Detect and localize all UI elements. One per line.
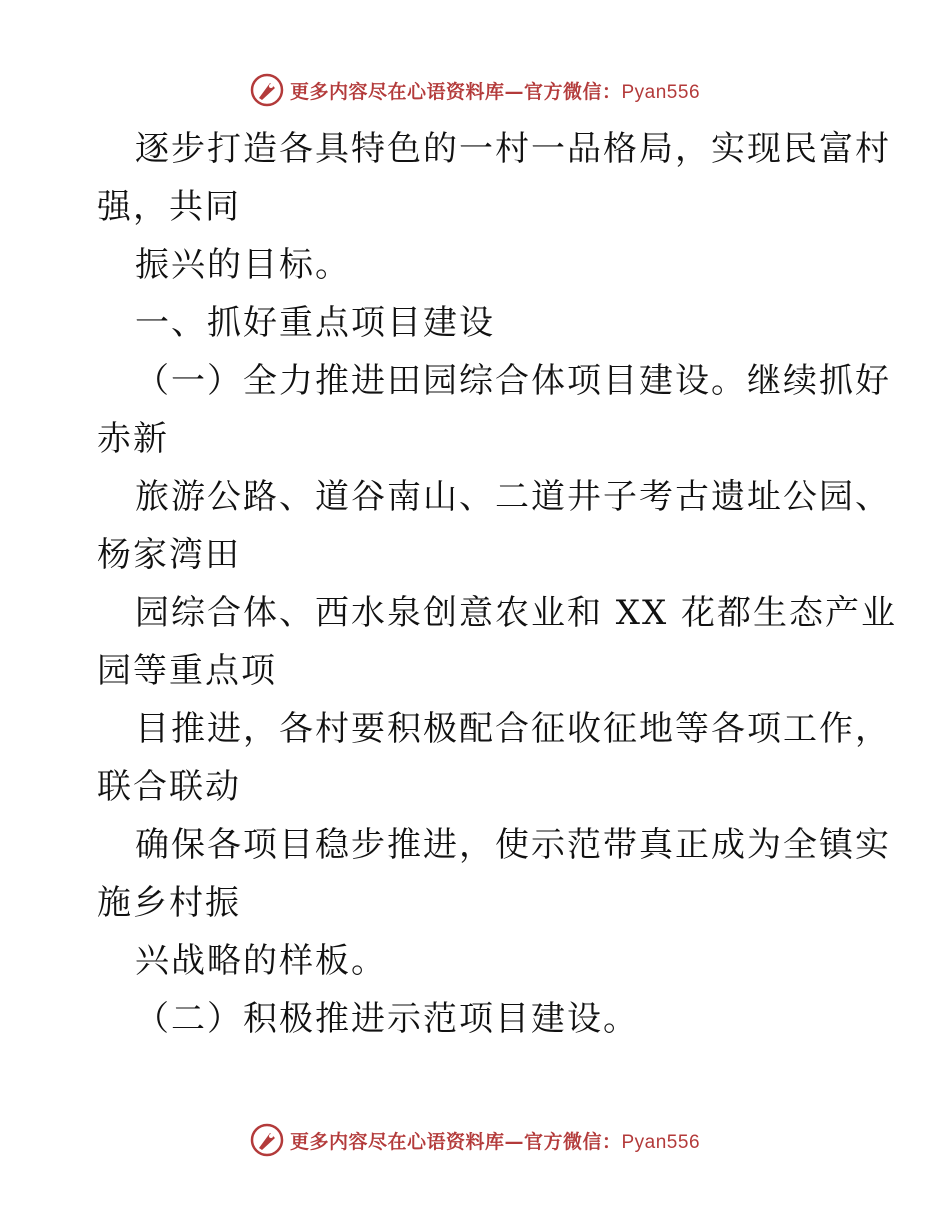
text-line: 兴战略的样板。 [135, 941, 387, 981]
watermark-text: 更多内容尽在心语资料库—官方微信：Pyan556 [289, 1130, 701, 1153]
text-line: 目推进，各村要积极配合征收征地等各项工作， [135, 709, 891, 749]
text-line: 强，共同 [97, 187, 241, 227]
text-line: （一）全力推进田园综合体项目建设。继续抓好 [135, 361, 891, 401]
text-line: 杨家湾田 [97, 535, 241, 575]
watermark-wechat-id: Pyan556 [621, 81, 701, 103]
fountain-pen-badge-icon [250, 73, 284, 107]
text-line: 园综合体、西水泉创意农业和 XX 花都生态产业 [135, 593, 898, 633]
fountain-pen-badge-icon [250, 1123, 284, 1157]
text-line: 逐步打造各具特色的一村一品格局，实现民富村 [135, 129, 891, 169]
text-line: 园等重点项 [97, 651, 277, 691]
text-line: 振兴的目标。 [135, 245, 351, 285]
section-heading: 一、抓好重点项目建设 [135, 303, 495, 343]
footer-watermark [0, 1120, 950, 1160]
subsection-heading: （二）积极推进示范项目建设。 [135, 999, 639, 1039]
watermark-text: 更多内容尽在心语资料库—官方微信：Pyan556 [289, 80, 701, 103]
text-line: 确保各项目稳步推进，使示范带真正成为全镇实 [135, 825, 891, 865]
text-line: 旅游公路、道谷南山、二道井子考古遗址公园、 [135, 477, 891, 517]
header-watermark [0, 70, 950, 110]
watermark-wechat-id: Pyan556 [621, 1131, 701, 1153]
text-line: 施乡村振 [97, 883, 241, 923]
text-line: 赤新 [97, 419, 169, 459]
document-body [97, 120, 898, 1048]
text-line: 联合联动 [97, 767, 241, 807]
